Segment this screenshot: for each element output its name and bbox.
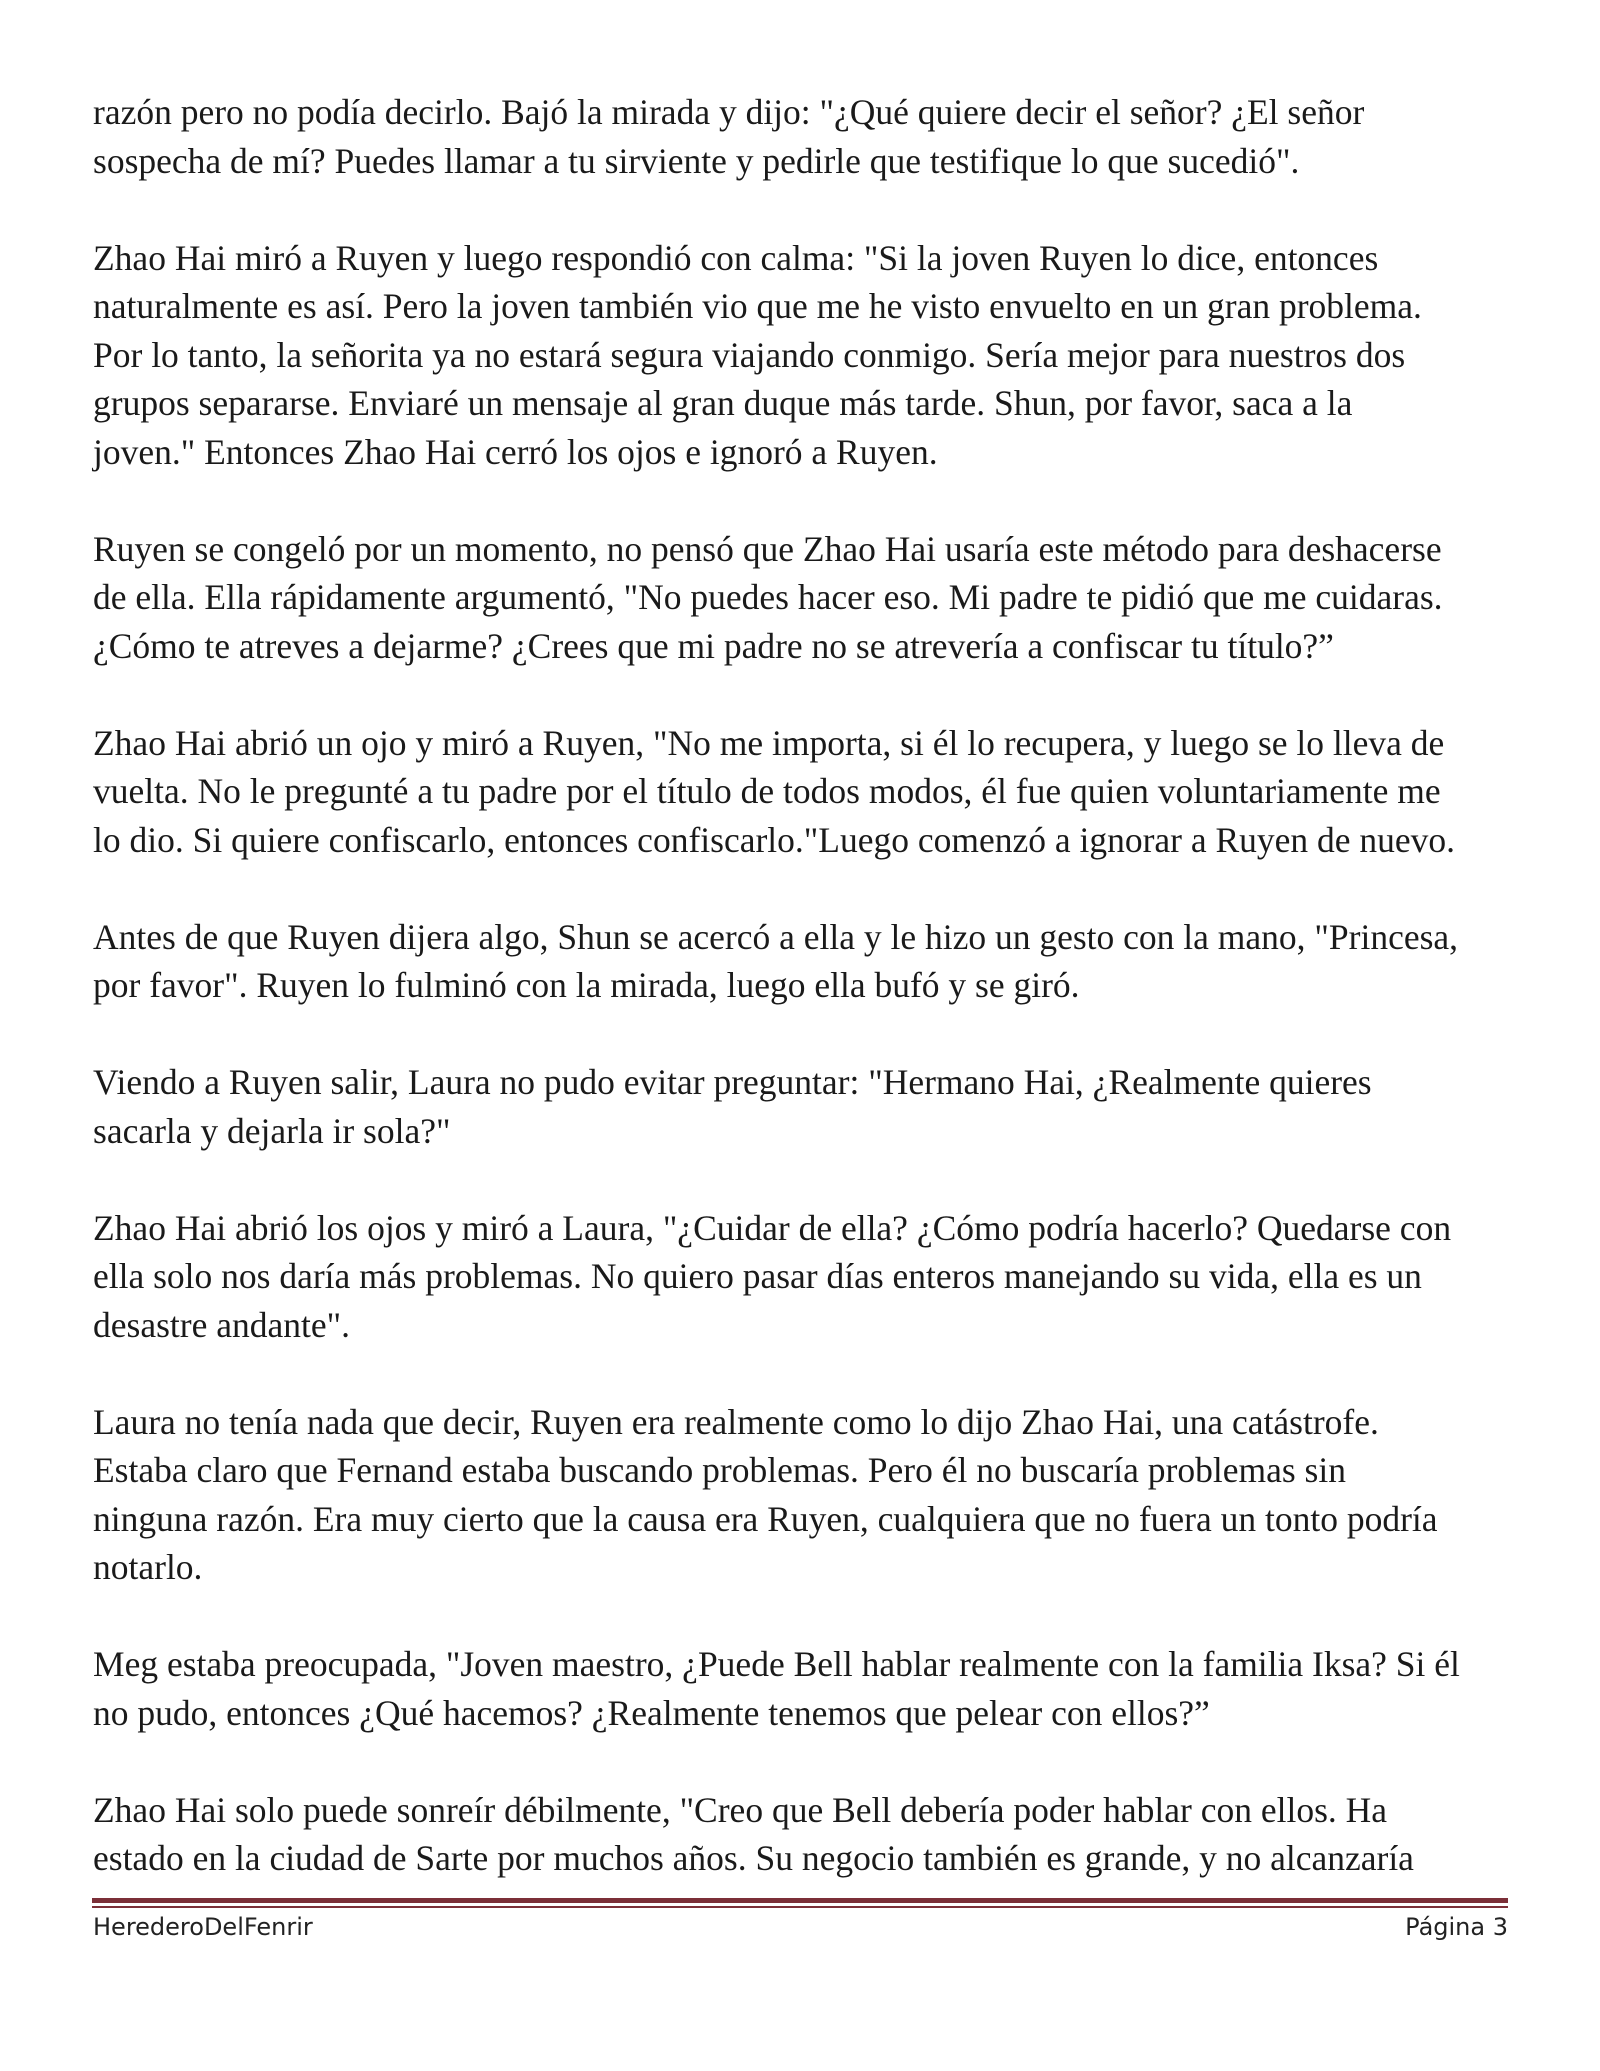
text-line: Zhao Hai solo puede sonreír débilmente, "Creo que Bell debería poder hablar con ellos. Ha [93,1789,1388,1830]
footer-rule-thick [92,1898,1508,1903]
text-line: sospecha de mí? Puedes llamar a tu sirviente y pedirle que testifique lo que sucedió". [93,140,1300,181]
text-line: ¿Cómo te atreves a dejarme? ¿Crees que mi padre no se atrevería a confiscar tu título?” [93,625,1334,666]
paragraph [93,234,1513,477]
body-text [93,88,1513,1931]
footer-rule-thin [92,1906,1508,1908]
text-line: Por lo tanto, la señorita ya no estará segura viajando conmigo. Sería mejor para nuestros dos [93,334,1406,375]
text-line: ninguna razón. Era muy cierto que la causa era Ruyen, cualquiera que no fuera un tonto podría [93,1498,1438,1539]
text-line: no pudo, entonces ¿Qué hacemos? ¿Realmente tenemos que pelear con ellos?” [93,1692,1210,1733]
paragraph [93,1640,1513,1737]
footer-page-number: Página 3 [1405,1913,1508,1941]
text-line: por favor". Ruyen lo fulminó con la mirada, luego ella bufó y se giró. [93,965,1080,1005]
paragraph [93,88,1513,185]
text-line: Meg estaba preocupada, "Joven maestro, ¿Puede Bell hablar realmente con la familia Iksa? Si él [93,1644,1460,1684]
paragraph [93,913,1513,1010]
text-line: Zhao Hai abrió los ojos y miró a Laura, "¿Cuidar de ella? ¿Cómo podría hacerlo? Quedarse con [93,1207,1452,1248]
text-line: notarlo. [93,1547,203,1587]
text-line: Viendo a Ruyen salir, Laura no pudo evitar preguntar: "Hermano Hai, ¿Realmente quieres [93,1062,1372,1102]
text-line: desastre andante". [93,1304,350,1345]
text-line: ella solo nos daría más problemas. No quiero pasar días enteros manejando su vida, ella es un [93,1256,1422,1296]
text-line: naturalmente es así. Pero la joven también vio que me he visto envuelto en un gran problema. [93,286,1422,326]
text-line: Ruyen se congeló por un momento, no pensó que Zhao Hai usaría este método para deshacerse [93,528,1442,569]
paragraph [93,719,1513,865]
text-line: grupos separarse. Enviaré un mensaje al gran duque más tarde. Shun, por favor, saca a la [93,383,1353,423]
text-line: Estaba claro que Fernand estaba buscando problemas. Pero él no buscaría problemas sin [93,1450,1346,1490]
paragraph [93,1398,1513,1592]
text-line: Antes de que Ruyen dijera algo, Shun se acercó a ella y le hizo un gesto con la mano, "Princesa, [93,916,1459,957]
text-line: estado en la ciudad de Sarte por muchos años. Su negocio también es grande, y no alcanzaría [93,1838,1414,1878]
text-line: vuelta. No le pregunté a tu padre por el título de todos modos, él fue quien voluntariamente me [93,771,1441,811]
footer-author: HerederoDelFenrir [93,1913,313,1941]
text-line: de ella. Ella rápidamente argumentó, "No puedes hacer eso. Mi padre te pidió que me cuidaras. [93,577,1443,617]
text-line: sacarla y dejarla ir sola?" [93,1110,451,1151]
text-line: joven." Entonces Zhao Hai cerró los ojos e ignoró a Ruyen. [93,431,938,472]
paragraph [93,525,1513,671]
paragraph [93,1058,1513,1155]
text-line: razón pero no podía decirlo. Bajó la mirada y dijo: "¿Qué quiere decir el señor? ¿El señor [93,92,1365,132]
text-line: Zhao Hai miró a Ruyen y luego respondió con calma: "Si la joven Ruyen lo dice, entonces [93,237,1379,278]
paragraph [93,1204,1513,1350]
text-line: Laura no tenía nada que decir, Ruyen era realmente como lo dijo Zhao Hai, una catástrofe. [93,1401,1379,1442]
text-line: lo dio. Si quiere confiscarlo, entonces confiscarlo."Luego comenzó a ignorar a Ruyen de nuevo. [93,819,1456,860]
paragraph [93,1786,1513,1883]
text-line: Zhao Hai abrió un ojo y miró a Ruyen, "No me importa, si él lo recupera, y luego se lo lleva de [93,722,1445,763]
